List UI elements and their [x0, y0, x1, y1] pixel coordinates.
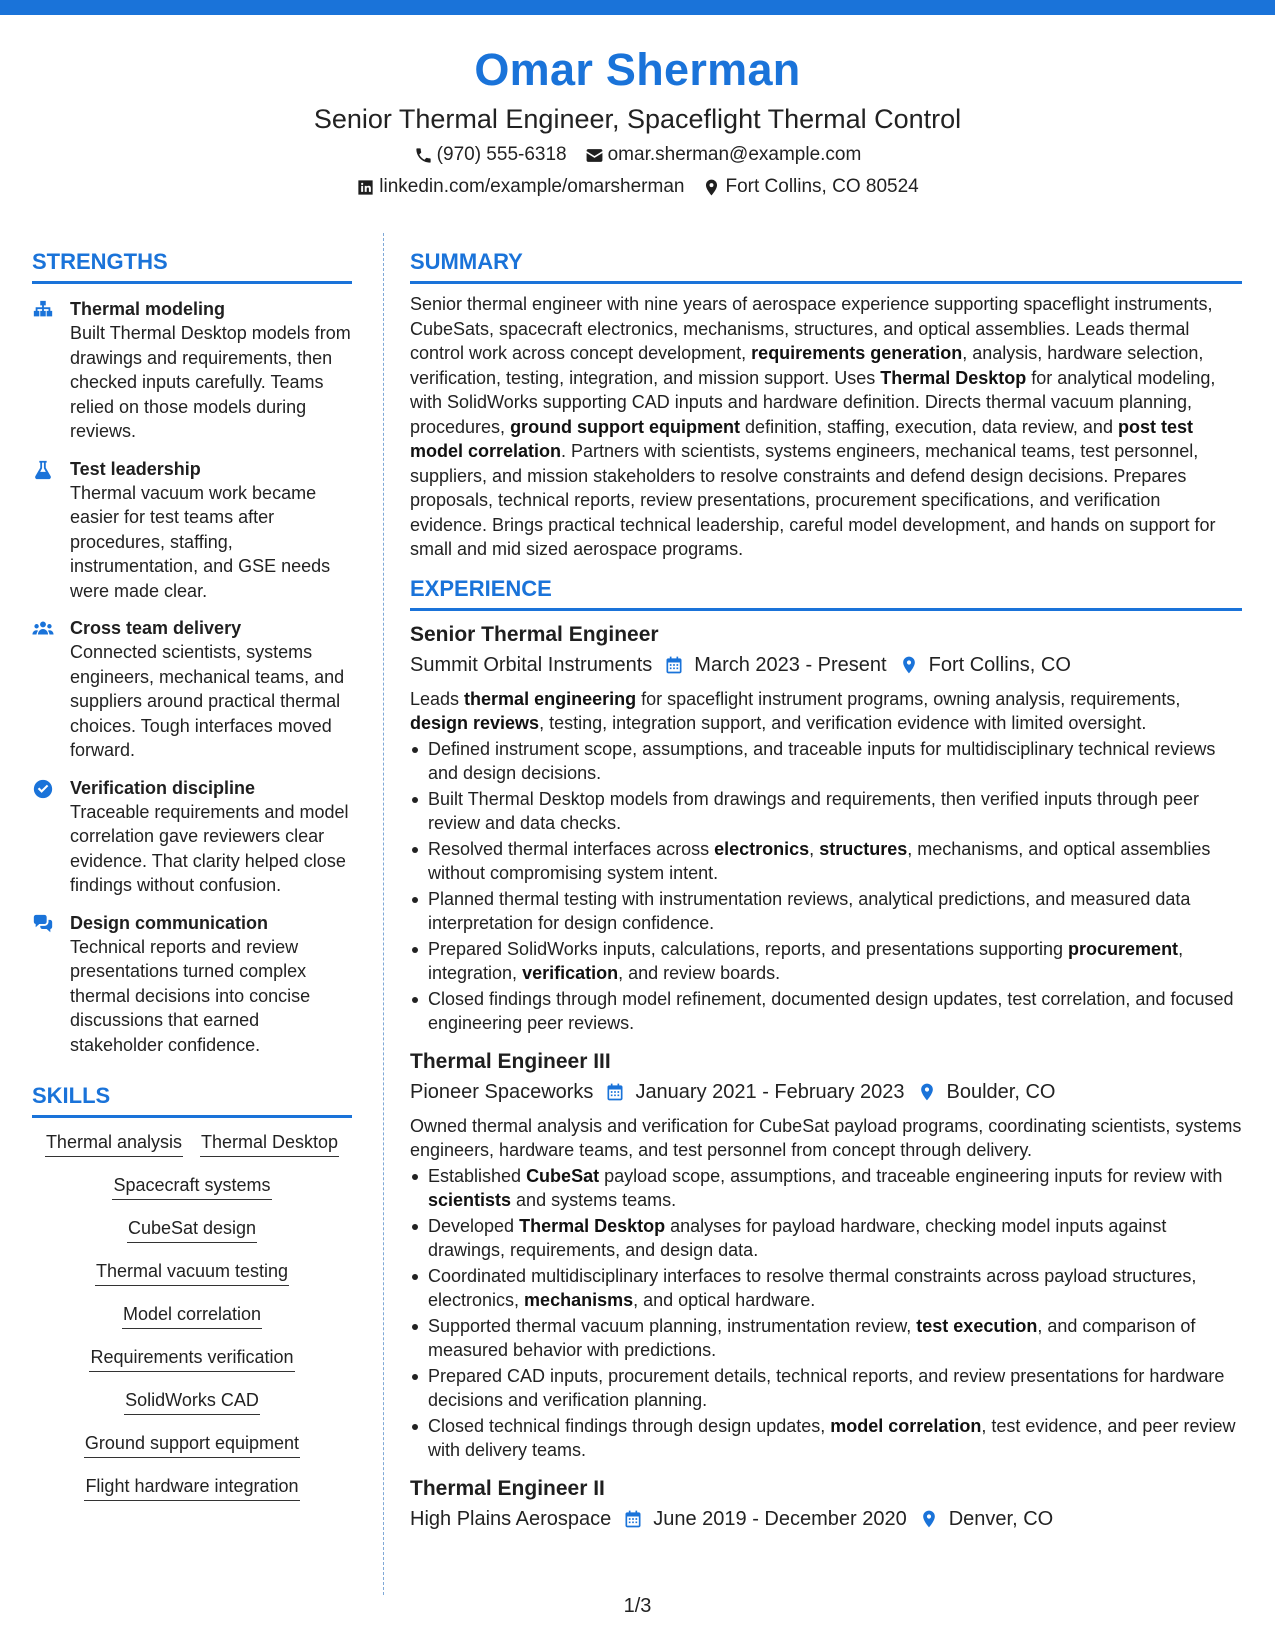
experience-heading: EXPERIENCE — [410, 574, 1242, 611]
hierarchy-icon — [32, 299, 54, 321]
calendar-icon — [664, 655, 684, 675]
strength-item — [32, 776, 352, 898]
skill-tag: Requirements verification — [89, 1345, 294, 1372]
linkedin-icon — [356, 178, 375, 197]
calendar-icon — [623, 1509, 643, 1529]
company-name: Summit Orbital Instruments — [410, 653, 653, 676]
bullet-item: Supported thermal vacuum planning, instrumentation review, test execution, and comparison of measured behavior with predictions. — [410, 1314, 1242, 1363]
strength-item — [32, 457, 352, 604]
left-column — [32, 247, 352, 1501]
skills-list — [32, 1130, 352, 1501]
skill-tag: Thermal vacuum testing — [95, 1259, 289, 1286]
calendar-icon — [605, 1082, 625, 1102]
bullet-item: Coordinated multidisciplinary interfaces to resolve thermal constraints across payload structures, electronics, mechanisms, and optical hardware. — [410, 1264, 1242, 1313]
job-dates: March 2023 - Present — [694, 653, 887, 676]
strength-title: Test leadership — [70, 458, 201, 479]
skill-tag: CubeSat design — [127, 1216, 257, 1243]
skill-tag: Thermal analysis — [45, 1130, 183, 1157]
strength-desc: Thermal vacuum work became easier for test teams after procedures, staffing, instrumentation, and GSE needs were made clear. — [70, 482, 331, 601]
job-location: Denver, CO — [948, 1507, 1054, 1530]
chat-icon — [32, 913, 54, 935]
job-location: Fort Collins, CO — [928, 653, 1071, 676]
bullet-item: Established CubeSat payload scope, assumptions, and traceable engineering inputs for review with scientists and systems teams. — [410, 1164, 1242, 1213]
job-entry — [410, 1048, 1242, 1463]
strength-item — [32, 911, 352, 1058]
candidate-name: Omar Sherman — [474, 44, 801, 95]
skill-tag: Flight hardware integration — [84, 1474, 299, 1501]
linkedin-text: linkedin.com/example/omarsherman — [379, 176, 685, 197]
job-dates: June 2019 - December 2020 — [653, 1507, 907, 1530]
skill-tag: SolidWorks CAD — [124, 1388, 260, 1415]
bullet-item: Prepared CAD inputs, procurement details, technical reports, and review presentations for hardware decisions and verification planning. — [410, 1364, 1242, 1413]
headline: Senior Thermal Engineer, Spaceflight Thermal Control — [313, 104, 962, 134]
location-text: Fort Collins, CO 80524 — [725, 176, 919, 197]
right-column — [410, 247, 1242, 1533]
bullet-item: Built Thermal Desktop models from drawings and requirements, then verified inputs through peer review and data checks. — [410, 787, 1242, 836]
map-pin-icon — [702, 178, 721, 197]
company-name: High Plains Aerospace — [410, 1507, 612, 1530]
skill-tag: Ground support equipment — [84, 1431, 300, 1458]
bullet-item: Defined instrument scope, assumptions, and traceable inputs for multidisciplinary technical reviews and design decisions. — [410, 737, 1242, 786]
job-meta — [410, 1078, 1242, 1106]
envelope-icon — [585, 146, 604, 165]
job-meta — [410, 1505, 1242, 1533]
job-bullets — [410, 1164, 1242, 1463]
job-description: Leads thermal engineering for spaceflight instrument programs, owning analysis, requirements, design reviews, testing, integration support, and verification evidence with limited oversight. — [410, 688, 1181, 733]
bullet-item: Developed Thermal Desktop analyses for payload hardware, checking model inputs against drawings, requirements, and design data. — [410, 1214, 1242, 1263]
strength-title: Verification discipline — [70, 777, 256, 798]
strengths-heading: STRENGTHS — [32, 247, 352, 284]
resume-header — [0, 40, 1275, 200]
phone-text: (970) 555-6318 — [436, 144, 567, 165]
job-location: Boulder, CO — [946, 1080, 1056, 1103]
summary-text: Senior thermal engineer with nine years of aerospace experience supporting spaceflight instruments, CubeSats, spacecraft electronics, mechanisms, structures, and optical assemblies. Leads thermal control work across concept development, requirements generation, analysis, hardware selection, verification, testing, integration, and mission support. Uses Thermal Desktop for analytical modeling, with SolidWorks supporting CAD inputs and hardware definition. Directs thermal vacuum planning, procedures, ground support equipment definition, staffing, execution, data review, and post test model correlation. Partners with scientists, systems engineers, mechanical teams, test personnel, suppliers, and mission stakeholders to resolve constraints and defend design decisions. Prepares proposals, technical reports, review presentations, procurement specifications, and verification evidence. Brings practical technical leadership, careful model development, and hands on support for small and mid sized aerospace programs. — [410, 294, 1216, 559]
strength-desc: Technical reports and review presentations turned complex thermal decisions into concise discussions that earned stakeholder confidence. — [70, 936, 311, 1055]
flask-icon — [32, 459, 54, 481]
email-item[interactable] — [585, 142, 862, 168]
strength-item — [32, 297, 352, 444]
linkedin-item[interactable] — [356, 174, 684, 200]
job-bullets — [410, 737, 1242, 1036]
contact-line-2 — [0, 174, 1275, 200]
contact-line-1 — [0, 142, 1275, 168]
column-divider — [383, 233, 384, 1595]
bullet-item: Closed technical findings through design updates, model correlation, test evidence, and peer review with delivery teams. — [410, 1414, 1242, 1463]
map-pin-icon — [917, 1082, 937, 1102]
job-meta — [410, 651, 1242, 679]
job-title: Thermal Engineer II — [410, 1476, 605, 1500]
strength-item — [32, 616, 352, 763]
strength-desc: Built Thermal Desktop models from drawings and requirements, then checked inputs carefully. Teams relied on those models during reviews. — [70, 323, 351, 441]
strength-title: Thermal modeling — [70, 299, 226, 319]
job-title: Senior Thermal Engineer — [410, 622, 659, 646]
bullet-item: Closed findings through model refinement, documented design updates, test correlation, and focused engineering peer reviews. — [410, 987, 1242, 1036]
job-entry — [410, 1475, 1242, 1533]
skill-tag: Model correlation — [122, 1302, 262, 1329]
bullet-item: Prepared SolidWorks inputs, calculations, reports, and presentations supporting procurement, integration, verification, and review boards. — [410, 937, 1242, 986]
location-item — [702, 174, 918, 200]
bullet-item: Planned thermal testing with instrumentation reviews, analytical predictions, and measured data interpretation for design confidence. — [410, 887, 1242, 936]
skill-tag: Thermal Desktop — [200, 1130, 339, 1157]
job-title: Thermal Engineer III — [410, 1049, 611, 1073]
top-accent-bar — [0, 0, 1275, 15]
check-circle-icon — [32, 778, 54, 800]
company-name: Pioneer Spaceworks — [410, 1080, 594, 1103]
map-pin-icon — [919, 1509, 939, 1529]
strength-title: Design communication — [70, 912, 269, 933]
summary-heading: SUMMARY — [410, 247, 1242, 284]
job-dates: January 2021 - February 2023 — [635, 1080, 905, 1103]
users-icon — [32, 618, 54, 640]
phone-item[interactable] — [414, 142, 567, 168]
map-pin-icon — [899, 655, 919, 675]
phone-icon — [414, 146, 433, 165]
job-entry — [410, 621, 1242, 1036]
skill-tag: Spacecraft systems — [112, 1173, 271, 1200]
job-description: Owned thermal analysis and verification for CubeSat payload programs, coordinating scientists, systems engineers, hardware teams, and test personnel from concept through delivery. — [410, 1115, 1242, 1160]
email-text: omar.sherman@example.com — [607, 144, 862, 165]
strength-desc: Traceable requirements and model correlation gave reviewers clear evidence. That clarity helped close findings without confusion. — [70, 801, 349, 895]
strength-desc: Connected scientists, systems engineers, mechanical teams, and suppliers around practical thermal choices. Tough interfaces moved forward. — [70, 642, 345, 760]
strength-title: Cross team delivery — [70, 618, 242, 638]
skills-heading: SKILLS — [32, 1081, 352, 1118]
bullet-item: Resolved thermal interfaces across electronics, structures, mechanisms, and optical assemblies without compromising system intent. — [410, 837, 1242, 886]
page-number: 1/3 — [623, 1595, 652, 1617]
